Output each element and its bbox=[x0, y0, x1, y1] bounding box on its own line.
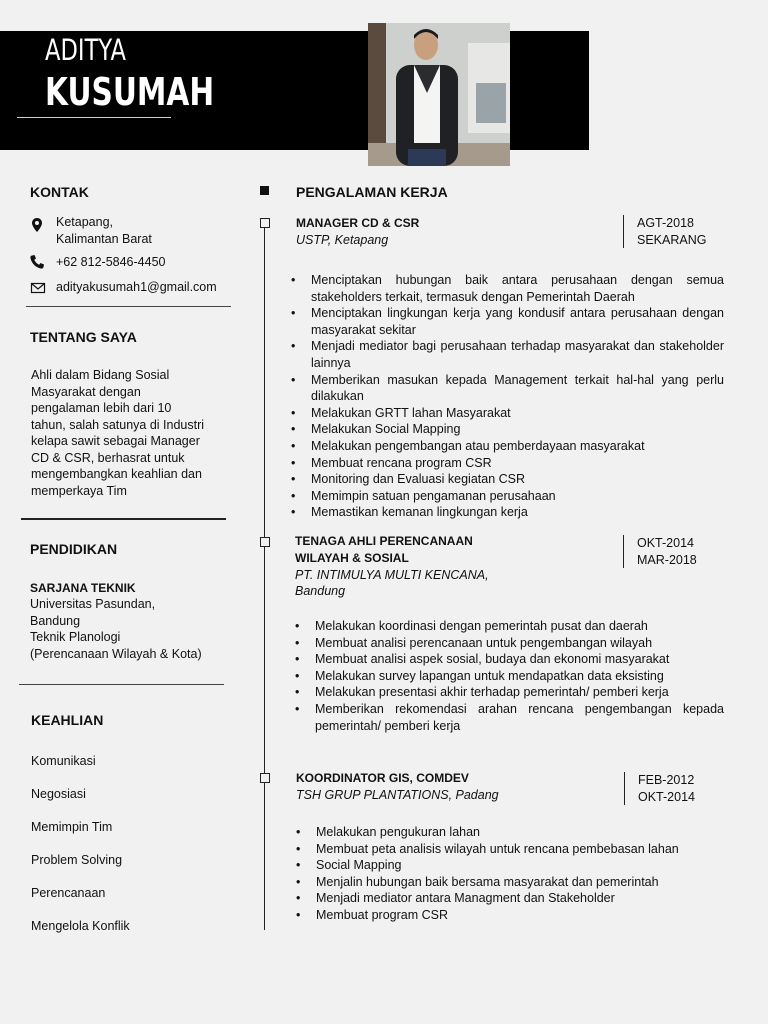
job-dates bbox=[623, 215, 706, 248]
job-date-to: OKT-2014 bbox=[638, 789, 695, 804]
job-bullet: • Melakukan survey lapangan untuk mendapatkan data eksisting bbox=[295, 668, 724, 685]
about-line: pengalaman lebih dari 10 bbox=[31, 401, 172, 415]
about-line: tahun, salah satunya di Industri bbox=[31, 418, 205, 432]
job-title: TENAGA AHLI PERENCANAAN bbox=[295, 534, 473, 548]
about-line: CD & CSR, berhasrat untuk bbox=[31, 451, 185, 465]
timeline-node bbox=[260, 537, 270, 547]
job-bullet: • Melakukan Social Mapping bbox=[291, 421, 724, 438]
skills-title: KEAHLIAN bbox=[31, 712, 104, 728]
skill-item: Mengelola Konflik bbox=[31, 919, 130, 933]
job-company: Bandung bbox=[295, 584, 346, 598]
education-line: Universitas Pasundan, bbox=[30, 597, 156, 611]
name-underline bbox=[17, 117, 171, 118]
skill-item: Negosiasi bbox=[31, 787, 86, 801]
job-bullet: • Menjadi mediator bagi perusahaan terhadap masyarakat dan stakeholder lainnya bbox=[291, 338, 724, 371]
timeline-node bbox=[260, 773, 270, 783]
job-bullet: • Melakukan pengukuran lahan bbox=[296, 824, 724, 841]
job-bullet: • Memberikan masukan kepada Management terkait hal-hal yang perlu dilakukan bbox=[291, 372, 724, 405]
job-dates bbox=[624, 772, 695, 805]
email-address[interactable]: adityakusumah1@gmail.com bbox=[56, 280, 217, 294]
education-title: PENDIDIKAN bbox=[30, 541, 118, 557]
address-line-2: Kalimantan Barat bbox=[56, 232, 152, 246]
about-line: Masyarakat dengan bbox=[31, 385, 141, 399]
job-bullet: • Melakukan koordinasi dengan pemerintah pusat dan daerah bbox=[295, 618, 724, 635]
phone-icon bbox=[29, 254, 45, 270]
education-line: (Perencanaan Wilayah & Kota) bbox=[30, 647, 202, 661]
job-bullet: • Membuat analisi perencanaan untuk pengembangan wilayah bbox=[295, 635, 724, 652]
job-dates bbox=[623, 535, 697, 568]
job-bullet: • Menjalin hubungan baik bersama masyarakat dan pemerintah bbox=[296, 874, 724, 891]
education-line: Bandung bbox=[30, 614, 81, 628]
job-company: USTP, Ketapang bbox=[296, 233, 389, 247]
job-date-from: AGT-2018 bbox=[637, 216, 694, 230]
timeline-node bbox=[260, 218, 270, 228]
job-bullet: • Memastikan kemanan lingkungan kerja bbox=[291, 504, 724, 521]
timeline-line bbox=[264, 218, 265, 930]
education-divider bbox=[19, 684, 224, 685]
job-date-to: MAR-2018 bbox=[637, 552, 697, 567]
job-date-from: OKT-2014 bbox=[637, 536, 694, 550]
job-title: WILAYAH & SOSIAL bbox=[295, 551, 409, 565]
contact-divider bbox=[26, 306, 231, 307]
last-name: KUSUMAH bbox=[45, 70, 215, 114]
job-company: TSH GRUP PLANTATIONS, Padang bbox=[296, 788, 499, 802]
job-bullets bbox=[291, 272, 724, 521]
job-bullet: • Membuat program CSR bbox=[296, 907, 724, 924]
job-bullet: • Menciptakan lingkungan kerja yang kondusif antara perusahaan dengan masyarakat sekitar bbox=[291, 305, 724, 338]
experience-marker bbox=[260, 186, 269, 195]
first-name: ADITYA bbox=[45, 33, 126, 67]
job-bullet: • Monitoring dan Evaluasi kegiatan CSR bbox=[291, 471, 724, 488]
address-line-1: Ketapang, bbox=[56, 215, 113, 229]
skill-item: Komunikasi bbox=[31, 754, 96, 768]
job-bullet: • Memberikan rekomendasi arahan rencana pengembangan kepada pemerintah/ pemberi kerja bbox=[295, 701, 724, 734]
job-bullet: • Melakukan presentasi akhir terhadap pemerintah/ pemberi kerja bbox=[295, 684, 724, 701]
email-icon bbox=[30, 280, 46, 296]
job-title: KOORDINATOR GIS, COMDEV bbox=[296, 771, 469, 785]
about-line: mengembangkan keahlian dan bbox=[31, 467, 202, 481]
job-bullet: • Melakukan GRTT lahan Masyarakat bbox=[291, 405, 724, 422]
job-bullet: • Menciptakan hubungan baik antara perusahaan dengan semua stakeholders terkait, termasuk dengan Pemerintah Daerah bbox=[291, 272, 724, 305]
job-bullet: • Membuat rencana program CSR bbox=[291, 455, 724, 472]
about-divider bbox=[21, 518, 226, 520]
job-bullet: • Memimpin satuan pengamanan perusahaan bbox=[291, 488, 724, 505]
education-degree: SARJANA TEKNIK bbox=[30, 581, 136, 595]
about-title: TENTANG SAYA bbox=[30, 329, 137, 345]
experience-title: PENGALAMAN KERJA bbox=[296, 184, 448, 200]
job-date-to: SEKARANG bbox=[637, 232, 707, 247]
job-bullet: • Membuat analisi aspek sosial, budaya dan ekonomi masyarakat bbox=[295, 651, 724, 668]
job-bullet: • Menjadi mediator antara Managment dan Stakeholder bbox=[296, 890, 724, 907]
job-bullet: • Melakukan pengembangan atau pemberdayaan masyarakat bbox=[291, 438, 724, 455]
job-bullet: • Social Mapping bbox=[296, 857, 724, 874]
about-line: kelapa sawit sebagai Manager bbox=[31, 434, 200, 448]
job-date-from: FEB-2012 bbox=[638, 773, 695, 787]
job-bullets bbox=[295, 618, 724, 734]
phone-number[interactable]: +62 812-5846-4450 bbox=[56, 255, 166, 269]
profile-photo bbox=[368, 23, 510, 166]
job-title: MANAGER CD & CSR bbox=[296, 216, 420, 230]
about-line: memperkaya Tim bbox=[31, 484, 127, 498]
about-line: Ahli dalam Bidang Sosial bbox=[31, 368, 170, 382]
location-pin-icon bbox=[29, 217, 45, 233]
job-bullets bbox=[296, 824, 724, 924]
education-line: Teknik Planologi bbox=[30, 630, 121, 644]
skill-item: Memimpin Tim bbox=[31, 820, 113, 834]
contact-title: KONTAK bbox=[30, 184, 89, 200]
job-bullet: • Membuat peta analisis wilayah untuk rencana pembebasan lahan bbox=[296, 841, 724, 858]
skill-item: Perencanaan bbox=[31, 886, 106, 900]
skill-item: Problem Solving bbox=[31, 853, 123, 867]
job-company: PT. INTIMULYA MULTI KENCANA, bbox=[295, 568, 489, 582]
